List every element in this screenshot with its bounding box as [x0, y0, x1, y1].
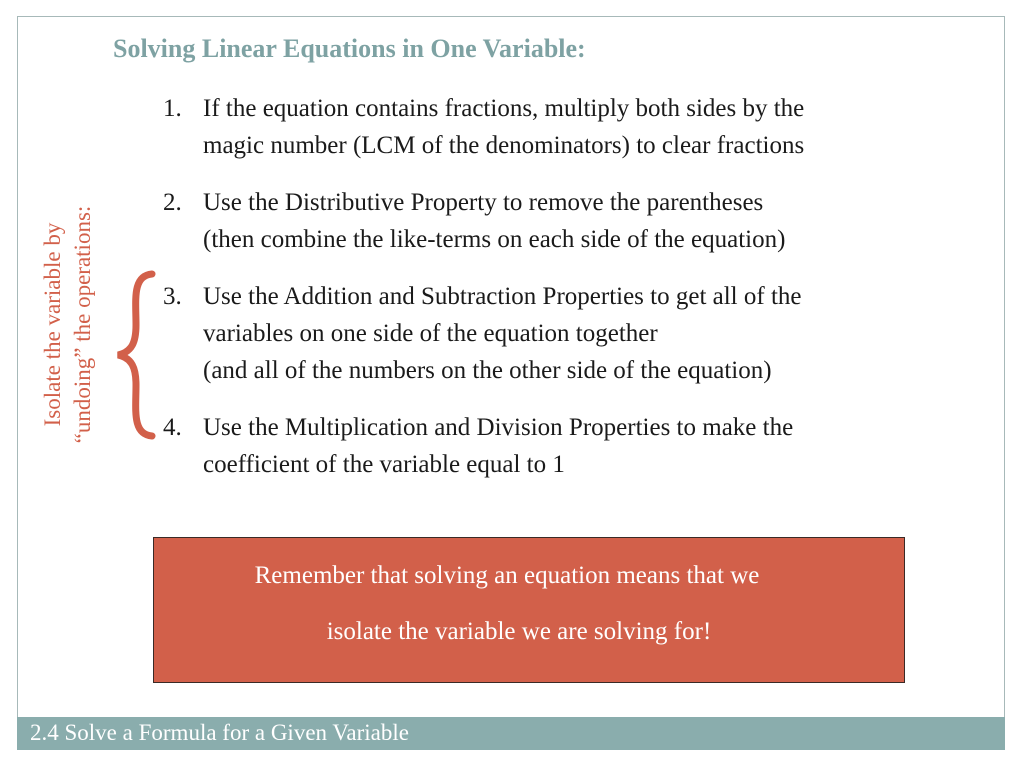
step-item	[163, 409, 983, 483]
callout-line: isolate the variable we are solving for!	[326, 618, 712, 645]
step-number: 3.	[163, 283, 182, 310]
slide-title: Solving Linear Equations in One Variable:	[113, 34, 586, 63]
step-number: 2.	[163, 189, 182, 216]
step-number: 4.	[163, 414, 182, 441]
steps-list	[163, 90, 983, 503]
step-item	[163, 278, 983, 389]
step-line: coefficient of the variable equal to 1	[203, 451, 565, 478]
step-text	[203, 90, 983, 164]
step-item	[163, 184, 983, 258]
step-line: If the equation contains fractions, multiply both sides by the	[203, 95, 805, 122]
step-item	[163, 90, 983, 164]
side-note-line: Isolate the variable by	[40, 222, 65, 427]
side-note-line: “undoing” the operations:	[70, 205, 95, 444]
step-line: Use the Addition and Subtraction Properties to get all of the	[203, 283, 802, 310]
step-line: (and all of the numbers on the other side of the equation)	[203, 357, 772, 384]
side-note	[38, 182, 98, 467]
step-line: (then combine the like-terms on each side of the equation)	[203, 226, 786, 253]
step-number: 1.	[163, 95, 182, 122]
curly-brace-icon	[110, 270, 158, 440]
step-text	[203, 409, 983, 483]
callout-line: Remember that solving an equation means that we	[254, 562, 760, 589]
step-line: Use the Multiplication and Division Properties to make the	[203, 414, 794, 441]
step-line: magic number (LCM of the denominators) to clear fractions	[203, 132, 805, 159]
footer-title: 2.4 Solve a Formula for a Given Variable	[30, 720, 409, 745]
footer-bar	[17, 717, 1005, 750]
step-line: Use the Distributive Property to remove the parentheses	[203, 189, 764, 216]
step-line: variables on one side of the equation together	[203, 320, 658, 347]
step-text	[203, 278, 983, 389]
step-text	[203, 184, 983, 258]
reminder-callout	[153, 537, 905, 683]
